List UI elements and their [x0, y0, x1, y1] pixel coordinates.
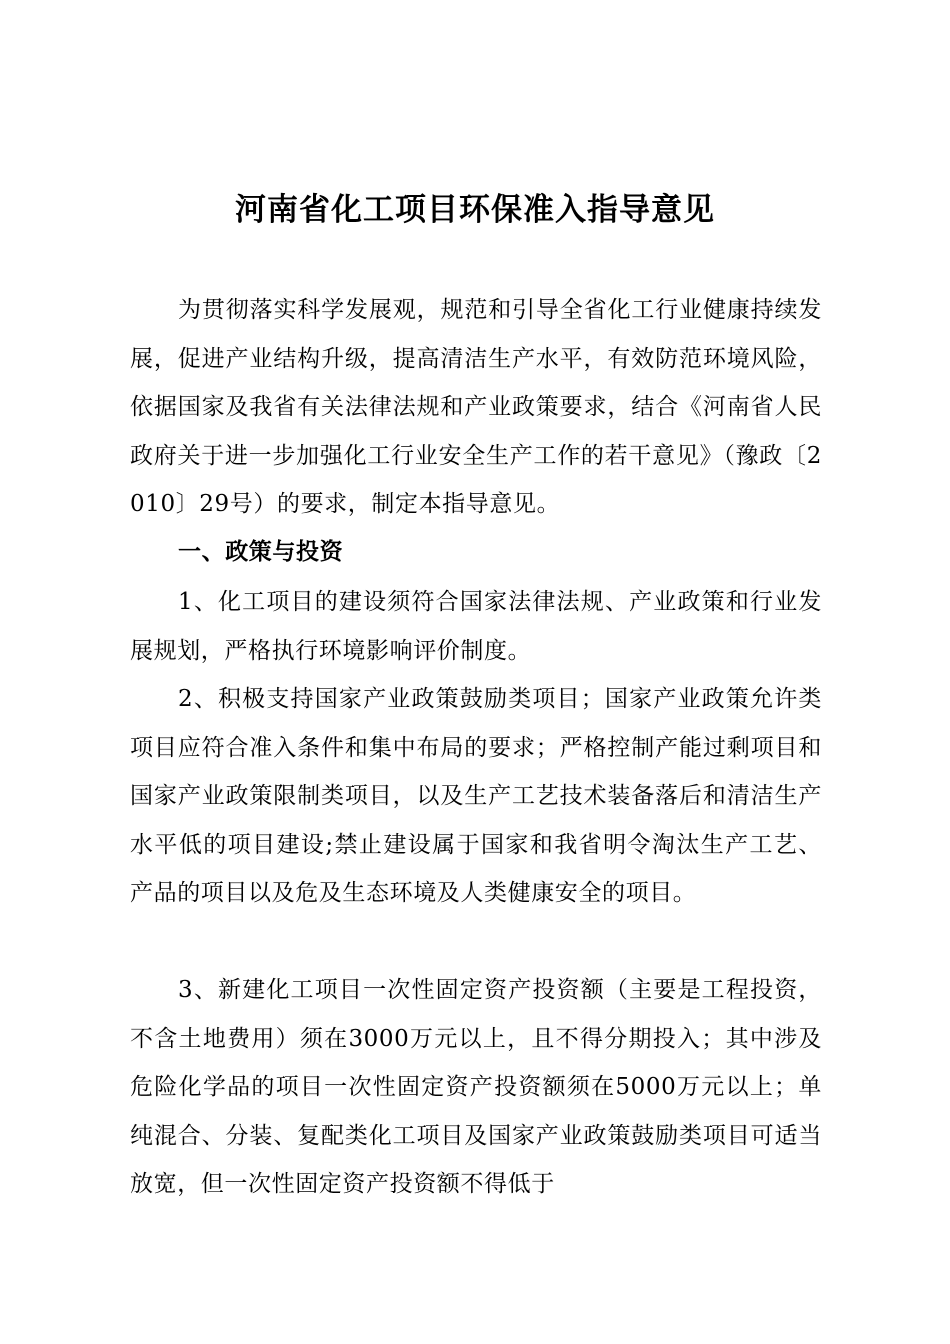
section-heading-policy-investment: 一、政策与投资	[178, 538, 344, 565]
policy-item-2: 2、积极支持国家产业政策鼓励类项目；国家产业政策允许类项目应符合准入条件和集中布局的要求；严格控制产能过剩项目和国家产业政策限制类项目，以及生产工艺技术装备落后和清洁生产水平低的项目建设;禁止建设属于国家和我省明令淘汰生产工艺、产品的项目以及危及生态环境及人类健康安全的项目。	[130, 686, 822, 906]
intro-paragraph: 为贯彻落实科学发展观，规范和引导全省化工行业健康持续发展，促进产业结构升级，提高清洁生产水平，有效防范环境风险，依据国家及我省有关法律法规和产业政策要求，结合《河南省人民政府关于进一步加强化工行业安全生产工作的若干意见》（豫政〔2010〕29号）的要求，制定本指导意见。	[130, 297, 822, 517]
policy-item-1: 1、化工项目的建设须符合国家法律法规、产业政策和行业发展规划，严格执行环境影响评价制度。	[130, 589, 822, 664]
document-title: 河南省化工项目环保准入指导意见	[235, 192, 715, 228]
policy-item-3: 3、新建化工项目一次性固定资产投资额（主要是工程投资，不含土地费用）须在3000万元以上，且不得分期投入；其中涉及危险化学品的项目一次性固定资产投资额须在5000万元以上；单纯混合、分装、复配类化工项目及国家产业政策鼓励类项目可适当放宽，但一次性固定资产投资额不得低于	[130, 977, 822, 1197]
